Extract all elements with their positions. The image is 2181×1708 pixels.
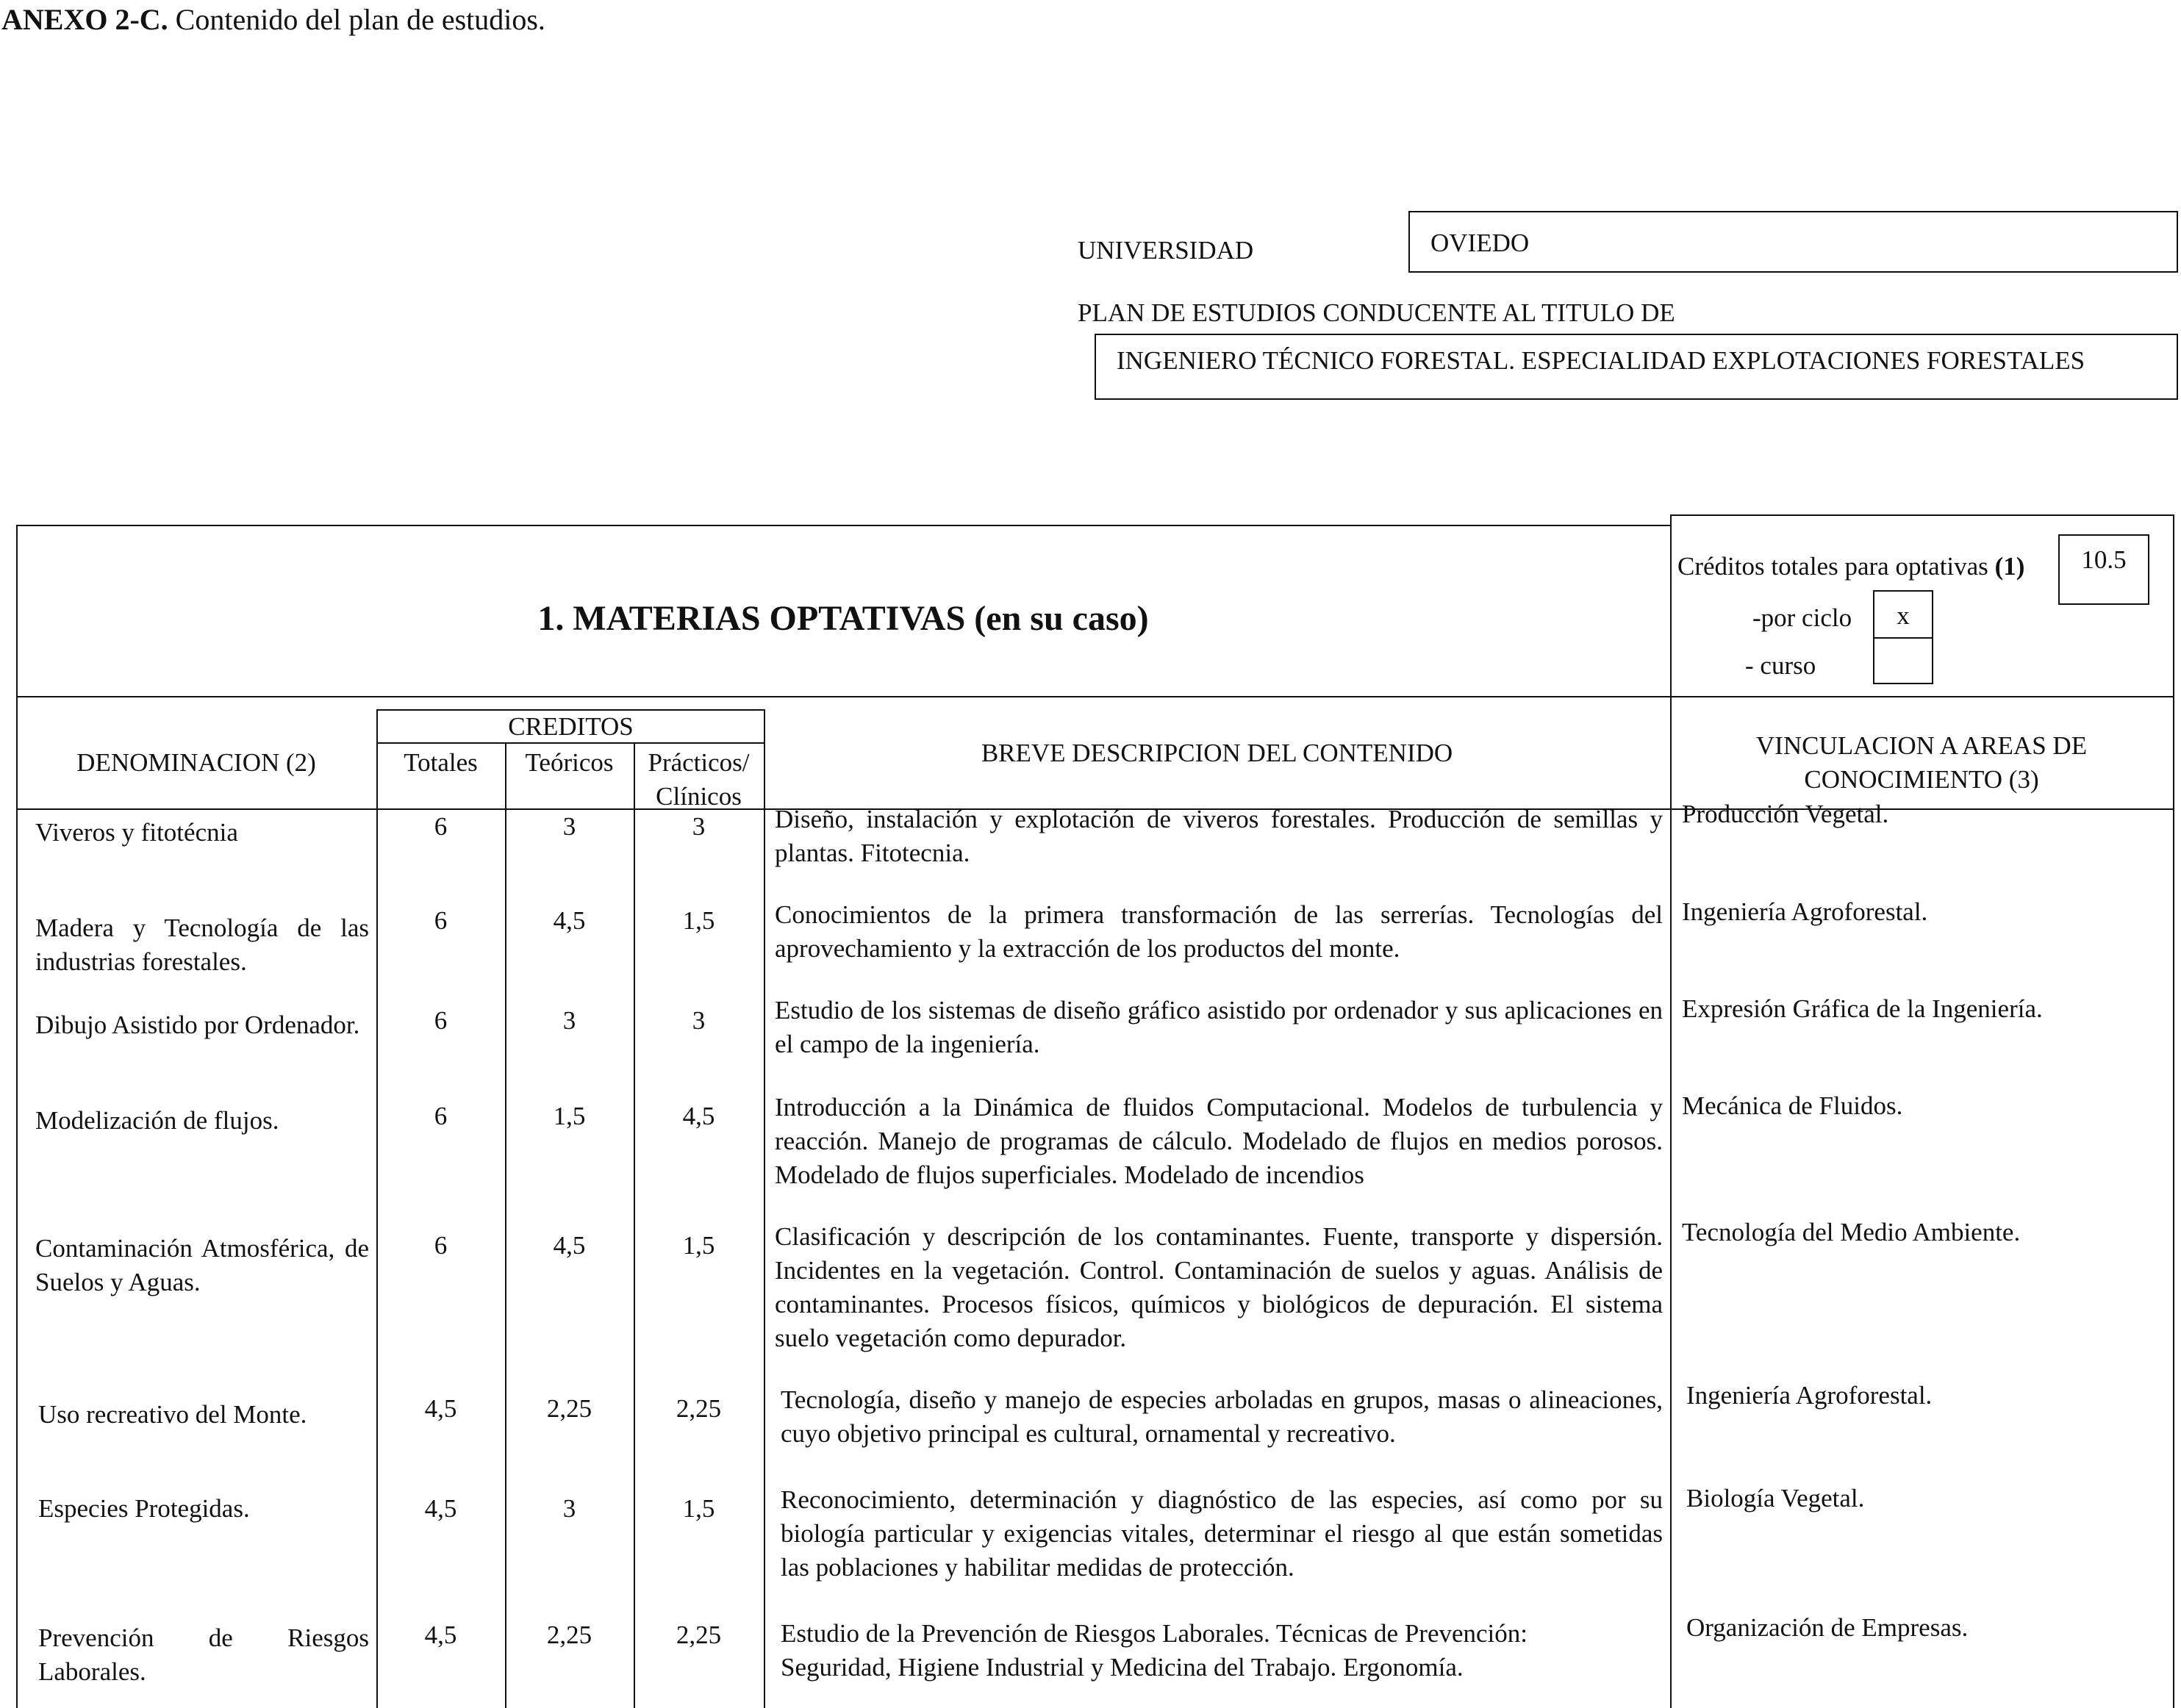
row-2-name: Madera y Tecnología de las industrias forestales. [35, 914, 369, 976]
row-3-descripcion: Estudio de los sistemas de diseño gráfico asistido por ordenador y sus aplicaciones en el campo de la ingeniería. [775, 996, 1663, 1058]
table-top-border-left [16, 525, 1670, 526]
row-1-totales: 6 [434, 812, 448, 841]
col-divider-2 [505, 742, 506, 1708]
row-5-totales: 6 [434, 1231, 448, 1260]
row-8-area: Organización de Empresas. [1686, 1613, 1969, 1642]
row-3-totales: 6 [434, 1006, 448, 1035]
row-1-name: Viveros y fitotécnia [35, 818, 238, 847]
por-ciclo-value: x [1897, 601, 1910, 630]
row-2-area: Ingeniería Agroforestal. [1682, 897, 1928, 926]
row-3-practicos: 3 [692, 1006, 706, 1035]
col-divider-1 [376, 709, 378, 1708]
row-3-area: Expresión Gráfica de la Ingeniería. [1682, 994, 2043, 1023]
header-teoricos: Teóricos [525, 748, 614, 777]
row-5-practicos: 1,5 [682, 1231, 715, 1260]
curso-label: - curso [1745, 651, 1816, 680]
row-7-teoricos: 3 [562, 1494, 576, 1523]
table-right-border [2173, 514, 2174, 1708]
row-7-practicos: 1,5 [682, 1494, 715, 1523]
credits-value: 10.5 [2081, 545, 2127, 574]
row-5-name: Contaminación Atmosférica, de Suelos y Aguas. [35, 1234, 369, 1296]
row-2-teoricos: 4,5 [553, 906, 586, 935]
por-ciclo-box [1873, 590, 1933, 684]
row-1-teoricos: 3 [562, 812, 576, 841]
col-divider-4 [764, 709, 765, 1708]
table-left-border [16, 525, 18, 1708]
row-1-descripcion: Diseño, instalación y explotación de viveros forestales. Producción de semillas y plantas. Fitotecnia. [775, 805, 1663, 867]
section-bottom-line [16, 696, 2174, 697]
row-8-totales: 4,5 [424, 1621, 457, 1649]
plan-value: INGENIERO TÉCNICO FORESTAL. ESPECIALIDAD EXPLOTACIONES FORESTALES [1117, 346, 2085, 375]
row-6-descripcion: Tecnología, diseño y manejo de especies arboladas en grupos, masas o alineaciones, cuyo objetivo principal es cultural, ornamental y recreativo. [781, 1385, 1663, 1448]
header-descripcion: BREVE DESCRIPCION DEL CONTENIDO [981, 739, 1453, 767]
row-7-descripcion: Reconocimiento, determinación y diagnóstico de las especies, así como por su biología particular y exigencias vitales, determinar el riesgo al que están sometidas las poblaciones y habilitar medidas de protección. [781, 1485, 1663, 1582]
annex-title: Contenido del plan de estudios. [175, 3, 545, 36]
title-credits-divider [1670, 514, 1672, 1708]
annex-code: ANEXO 2-C. [1, 3, 168, 36]
row-4-area: Mecánica de Fluidos. [1682, 1091, 1903, 1120]
row-6-area: Ingeniería Agroforestal. [1686, 1381, 1933, 1410]
row-7-name: Especies Protegidas. [38, 1494, 250, 1523]
row-7-totales: 4,5 [424, 1494, 457, 1523]
header-denominacion: DENOMINACION (2) [76, 748, 316, 777]
row-6-totales: 4,5 [424, 1394, 457, 1423]
row-6-name: Uso recreativo del Monte. [38, 1400, 307, 1429]
credits-note: (1) [1994, 552, 2025, 581]
header-practicos: Prácticos/ Clínicos [648, 748, 750, 811]
plan-label: PLAN DE ESTUDIOS CONDUCENTE AL TITULO DE [1078, 298, 1675, 327]
header-totales: Totales [404, 748, 478, 777]
credits-label: Créditos totales para optativas [1677, 552, 1988, 581]
university-label: UNIVERSIDAD [1078, 236, 1254, 265]
row-4-totales: 6 [434, 1102, 448, 1130]
row-8-teoricos: 2,25 [546, 1621, 592, 1649]
row-8-practicos: 2,25 [676, 1621, 722, 1649]
header-creditos: CREDITOS [508, 712, 634, 741]
row-8-name: Prevención de Riesgos Laborales. [38, 1623, 369, 1686]
plan-box [1095, 334, 2178, 400]
row-5-teoricos: 4,5 [553, 1231, 586, 1260]
row-2-totales: 6 [434, 906, 448, 935]
row-8-descripcion: Estudio de la Prevención de Riesgos Laborales. Técnicas de Prevención: Seguridad, Higiene Industrial y Medicina del Trabajo. Ergonomía. [781, 1619, 1528, 1682]
row-4-name: Modelización de flujos. [35, 1106, 279, 1135]
annex-heading [1, 1, 545, 38]
row-6-practicos: 2,25 [676, 1394, 722, 1423]
row-4-teoricos: 1,5 [553, 1102, 586, 1130]
row-5-descripcion: Clasificación y descripción de los contaminantes. Fuente, transporte y dispersión. Incidentes en la vegetación. Control. Contaminación de suelos y aguas. Análisis de contaminantes. Procesos físicos, químicos y biológicos de depuración. El sistema suelo vegetación como depurador. [775, 1222, 1663, 1352]
university-value: OVIEDO [1430, 229, 1530, 257]
row-4-descripcion: Introducción a la Dinámica de fluidos Computacional. Modelos de turbulencia y reacción. Manejo de programas de cálculo. Modelado de flujos en medios porosos. Modelado de flujos superficiales. Modelado de incendios [775, 1093, 1663, 1189]
por-ciclo-box-divider [1874, 637, 1932, 639]
header-vinculacion: VINCULACION A AREAS DE CONOCIMIENTO (3) [1755, 731, 2088, 794]
credits-label-line [1677, 550, 2024, 584]
row-2-practicos: 1,5 [682, 906, 715, 935]
row-1-area: Producción Vegetal. [1682, 800, 1889, 828]
row-4-practicos: 4,5 [682, 1102, 715, 1130]
credits-value-box [2058, 534, 2149, 605]
row-7-area: Biología Vegetal. [1686, 1484, 1865, 1513]
row-3-teoricos: 3 [562, 1006, 576, 1035]
row-5-area: Tecnología del Medio Ambiente. [1682, 1218, 2021, 1246]
row-2-descripcion: Conocimientos de la primera transformación de las serrerías. Tecnologías del aprovechamiento y la extracción de los productos del monte. [775, 900, 1663, 963]
col-divider-3 [634, 742, 635, 1708]
university-box [1408, 211, 2178, 273]
row-3-name: Dibujo Asistido por Ordenador. [35, 1011, 360, 1039]
por-ciclo-label: -por ciclo [1752, 603, 1852, 632]
row-6-teoricos: 2,25 [546, 1394, 592, 1423]
section-title: 1. MATERIAS OPTATIVAS (en su caso) [537, 599, 1149, 638]
row-1-practicos: 3 [692, 812, 706, 841]
table-top-border-right [1670, 514, 2174, 516]
